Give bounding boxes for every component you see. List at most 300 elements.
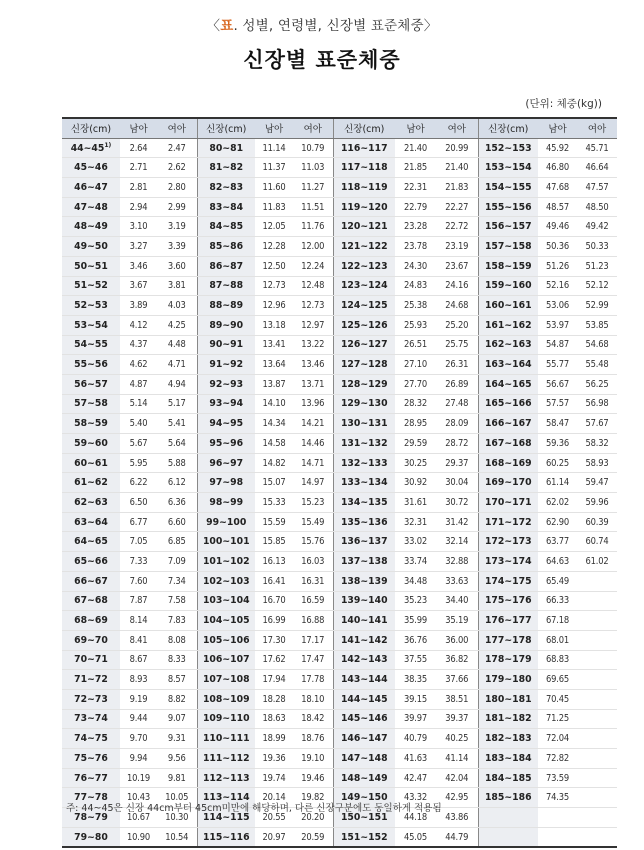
boys-weight-cell: 23.28 [395,217,436,237]
height-range-cell: 104~105 [197,611,255,631]
girls-weight-cell: 56.98 [577,394,617,414]
girls-weight-cell: 20.20 [293,808,333,828]
girls-weight-cell [577,650,617,670]
boys-weight-cell: 5.40 [120,414,157,434]
header-boys: 남아 [255,118,293,138]
height-range-cell: 83~84 [197,197,255,217]
height-range-cell: 154~155 [478,178,538,198]
girls-weight-cell: 25.20 [436,315,478,335]
height-range-cell: 137~138 [333,552,395,572]
height-range-cell: 59~60 [62,434,120,454]
girls-weight-cell [577,768,617,788]
boys-weight-cell: 32.31 [395,512,436,532]
boys-weight-cell: 4.12 [120,315,157,335]
table-row [62,749,617,769]
girls-weight-cell: 2.62 [157,158,197,178]
girls-weight-cell [577,788,617,808]
boys-weight-cell: 25.93 [395,315,436,335]
table-row [62,276,617,296]
girls-weight-cell: 39.37 [436,709,478,729]
girls-weight-cell: 5.17 [157,394,197,414]
girls-weight-cell: 12.73 [293,296,333,316]
girls-weight-cell: 13.71 [293,374,333,394]
boys-weight-cell: 18.99 [255,729,293,749]
height-range-cell: 105~106 [197,630,255,650]
height-range-cell: 87~88 [197,276,255,296]
boys-weight-cell: 19.74 [255,768,293,788]
boys-weight-cell: 22.79 [395,197,436,217]
girls-weight-cell: 35.19 [436,611,478,631]
boys-weight-cell: 61.14 [538,473,577,493]
table-row [62,532,617,552]
table-row [62,571,617,591]
boys-weight-cell: 2.71 [120,158,157,178]
girls-weight-cell: 45.71 [577,138,617,158]
table-row [62,689,617,709]
girls-weight-cell: 4.48 [157,335,197,355]
height-range-cell: 79~80 [62,827,120,847]
boys-weight-cell: 12.28 [255,237,293,257]
boys-weight-cell: 5.14 [120,394,157,414]
boys-weight-cell: 35.99 [395,611,436,631]
boys-weight-cell: 15.85 [255,532,293,552]
boys-weight-cell: 3.27 [120,237,157,257]
height-range-cell: 65~66 [62,552,120,572]
boys-weight-cell: 11.60 [255,178,293,198]
page-title: 신장별 표준체중 [243,48,401,72]
height-range-cell: 51~52 [62,276,120,296]
girls-weight-cell: 32.14 [436,532,478,552]
girls-weight-cell: 14.97 [293,473,333,493]
girls-weight-cell: 4.03 [157,296,197,316]
height-range-cell: 64~65 [62,532,120,552]
girls-weight-cell: 11.76 [293,217,333,237]
header-girls: 여아 [436,118,478,138]
height-range-cell: 149~150 [333,788,395,808]
boys-weight-cell: 18.28 [255,689,293,709]
height-range-cell [478,808,538,828]
girls-weight-cell: 3.19 [157,217,197,237]
height-range-cell: 47~48 [62,197,120,217]
boys-weight-cell: 72.82 [538,749,577,769]
girls-weight-cell: 46.64 [577,158,617,178]
height-range-cell: 88~89 [197,296,255,316]
girls-weight-cell: 15.49 [293,512,333,532]
footnote: 주: 44~45은 신장 44cm부터 45cm미만에 해당하며, 다른 신장구분에도 동일하게 적용됨 [66,803,442,814]
height-range-cell: 119~120 [333,197,395,217]
boys-weight-cell: 43.32 [395,788,436,808]
boys-weight-cell: 55.77 [538,355,577,375]
height-range-cell: 58~59 [62,414,120,434]
boys-weight-cell: 29.59 [395,434,436,454]
girls-weight-cell: 21.83 [436,178,478,198]
boys-weight-cell: 35.23 [395,591,436,611]
table-row [62,512,617,532]
height-range-cell: 177~178 [478,630,538,650]
boys-weight-cell: 12.73 [255,276,293,296]
header-height: 신장(cm) [197,118,255,138]
girls-weight-cell: 54.68 [577,335,617,355]
boys-weight-cell: 11.83 [255,197,293,217]
girls-weight-cell: 9.31 [157,729,197,749]
girls-weight-cell: 12.48 [293,276,333,296]
boys-weight-cell: 34.48 [395,571,436,591]
girls-weight-cell: 22.27 [436,197,478,217]
boys-weight-cell: 8.93 [120,670,157,690]
girls-weight-cell: 7.09 [157,552,197,572]
boys-weight-cell: 33.02 [395,532,436,552]
height-range-cell: 81~82 [197,158,255,178]
girls-weight-cell: 3.60 [157,256,197,276]
girls-weight-cell: 60.39 [577,512,617,532]
boys-weight-cell: 12.05 [255,217,293,237]
height-range-cell: 89~90 [197,315,255,335]
height-range-cell: 103~104 [197,591,255,611]
height-range-cell: 146~147 [333,729,395,749]
height-range-cell: 182~183 [478,729,538,749]
table-row [62,827,617,847]
boys-weight-cell: 30.92 [395,473,436,493]
boys-weight-cell: 6.50 [120,493,157,513]
height-range-cell: 135~136 [333,512,395,532]
boys-weight-cell: 12.50 [255,256,293,276]
boys-weight-cell: 70.45 [538,689,577,709]
girls-weight-cell [577,630,617,650]
height-range-cell: 183~184 [478,749,538,769]
height-range-cell: 178~179 [478,650,538,670]
girls-weight-cell: 10.54 [157,827,197,847]
height-range-cell: 130~131 [333,414,395,434]
boys-weight-cell: 17.30 [255,630,293,650]
height-range-cell: 180~181 [478,689,538,709]
girls-weight-cell: 17.47 [293,650,333,670]
boys-weight-cell: 4.87 [120,374,157,394]
boys-weight-cell: 39.15 [395,689,436,709]
boys-weight-cell: 20.55 [255,808,293,828]
height-range-cell: 54~55 [62,335,120,355]
girls-weight-cell: 41.14 [436,749,478,769]
girls-weight-cell: 18.42 [293,709,333,729]
boys-weight-cell: 6.77 [120,512,157,532]
girls-weight-cell: 58.32 [577,434,617,454]
boys-weight-cell: 36.76 [395,630,436,650]
girls-weight-cell: 52.12 [577,276,617,296]
boys-weight-cell: 69.65 [538,670,577,690]
boys-weight-cell: 62.90 [538,512,577,532]
height-range-cell: 86~87 [197,256,255,276]
girls-weight-cell: 5.88 [157,453,197,473]
boys-weight-cell: 8.14 [120,611,157,631]
girls-weight-cell: 9.81 [157,768,197,788]
girls-weight-cell: 29.37 [436,453,478,473]
girls-weight-cell: 8.33 [157,650,197,670]
boys-weight-cell: 10.19 [120,768,157,788]
height-range-cell: 56~57 [62,374,120,394]
girls-weight-cell: 9.56 [157,749,197,769]
boys-weight-cell: 26.51 [395,335,436,355]
girls-weight-cell: 13.96 [293,394,333,414]
boys-weight-cell: 7.33 [120,552,157,572]
table-row [62,335,617,355]
boys-weight-cell: 37.55 [395,650,436,670]
girls-weight-cell: 14.21 [293,414,333,434]
girls-weight-cell: 18.10 [293,689,333,709]
girls-weight-cell: 13.22 [293,335,333,355]
girls-weight-cell: 5.64 [157,434,197,454]
boys-weight-cell: 59.36 [538,434,577,454]
girls-weight-cell: 25.75 [436,335,478,355]
boys-weight-cell: 50.36 [538,237,577,257]
table-row [62,237,617,257]
boys-weight-cell: 5.67 [120,434,157,454]
girls-weight-cell: 58.93 [577,453,617,473]
height-range-cell: 98~99 [197,493,255,513]
boys-weight-cell: 74.35 [538,788,577,808]
boys-weight-cell: 22.31 [395,178,436,198]
height-range-cell: 185~186 [478,788,538,808]
height-range-cell: 94~95 [197,414,255,434]
boys-weight-cell: 23.78 [395,237,436,257]
boys-weight-cell: 17.94 [255,670,293,690]
height-range-cell: 176~177 [478,611,538,631]
height-range-cell: 131~132 [333,434,395,454]
height-range-cell: 174~175 [478,571,538,591]
boys-weight-cell: 11.14 [255,138,293,158]
boys-weight-cell: 68.83 [538,650,577,670]
boys-weight-cell: 6.22 [120,473,157,493]
header-height: 신장(cm) [62,118,120,138]
boys-weight-cell: 27.10 [395,355,436,375]
table-row [62,414,617,434]
boys-weight-cell: 4.37 [120,335,157,355]
girls-weight-cell: 14.46 [293,434,333,454]
girls-weight-cell: 11.51 [293,197,333,217]
boys-weight-cell: 21.85 [395,158,436,178]
height-range-cell: 181~182 [478,709,538,729]
height-range-cell: 101~102 [197,552,255,572]
boys-weight-cell: 54.87 [538,335,577,355]
height-range-cell: 48~49 [62,217,120,237]
boys-weight-cell: 15.33 [255,493,293,513]
girls-weight-cell: 43.86 [436,808,478,828]
boys-weight-cell: 71.25 [538,709,577,729]
girls-weight-cell: 12.00 [293,237,333,257]
height-range-cell: 112~113 [197,768,255,788]
boys-weight-cell: 16.41 [255,571,293,591]
height-range-cell: 109~110 [197,709,255,729]
height-range-cell: 120~121 [333,217,395,237]
height-range-cell: 134~135 [333,493,395,513]
girls-weight-cell [577,689,617,709]
girls-weight-cell: 57.67 [577,414,617,434]
girls-weight-cell [577,670,617,690]
boys-weight-cell: 7.87 [120,591,157,611]
boys-weight-cell: 51.26 [538,256,577,276]
girls-weight-cell: 56.25 [577,374,617,394]
girls-weight-cell [577,827,617,847]
girls-weight-cell: 37.66 [436,670,478,690]
girls-weight-cell: 10.30 [157,808,197,828]
boys-weight-cell: 27.70 [395,374,436,394]
table-row [62,650,617,670]
unit-label: (단위: 체중(kg)) [525,98,602,110]
height-range-cell: 156~157 [478,217,538,237]
table-row [62,394,617,414]
boys-weight-cell: 40.79 [395,729,436,749]
girls-weight-cell: 44.79 [436,827,478,847]
height-range-cell: 152~153 [478,138,538,158]
height-range-cell: 50~51 [62,256,120,276]
height-range-cell: 62~63 [62,493,120,513]
boys-weight-cell: 9.44 [120,709,157,729]
height-range-cell: 61~62 [62,473,120,493]
height-range-cell: 67~68 [62,591,120,611]
height-range-cell: 71~72 [62,670,120,690]
girls-weight-cell: 36.82 [436,650,478,670]
height-range-cell: 49~50 [62,237,120,257]
boys-weight-cell: 8.67 [120,650,157,670]
height-range-cell: 95~96 [197,434,255,454]
table-row [62,158,617,178]
height-range-cell: 121~122 [333,237,395,257]
height-range-cell: 184~185 [478,768,538,788]
girls-weight-cell: 17.78 [293,670,333,690]
table-row [62,138,617,158]
footnote-marker: 1) [104,141,112,149]
girls-weight-cell: 31.42 [436,512,478,532]
table-row [62,611,617,631]
table-row [62,473,617,493]
boys-weight-cell: 3.89 [120,296,157,316]
height-range-cell: 78~79 [62,808,120,828]
height-range-cell: 107~108 [197,670,255,690]
height-range-cell: 110~111 [197,729,255,749]
boys-weight-cell: 7.60 [120,571,157,591]
girls-weight-cell: 15.76 [293,532,333,552]
girls-weight-cell: 17.17 [293,630,333,650]
height-range-cell: 172~173 [478,532,538,552]
girls-weight-cell: 4.25 [157,315,197,335]
boys-weight-cell: 8.41 [120,630,157,650]
girls-weight-cell: 32.88 [436,552,478,572]
boys-weight-cell: 3.67 [120,276,157,296]
height-range-cell: 70~71 [62,650,120,670]
girls-weight-cell: 61.02 [577,552,617,572]
boys-weight-cell: 3.46 [120,256,157,276]
boys-weight-cell [538,808,577,828]
boys-weight-cell: 13.18 [255,315,293,335]
girls-weight-cell [577,591,617,611]
girls-weight-cell: 3.81 [157,276,197,296]
height-range-cell: 145~146 [333,709,395,729]
height-range-cell: 164~165 [478,374,538,394]
girls-weight-cell: 26.89 [436,374,478,394]
table-row [62,630,617,650]
header-boys: 남아 [395,118,436,138]
header-height: 신장(cm) [478,118,538,138]
height-range-cell: 125~126 [333,315,395,335]
boys-weight-cell: 24.30 [395,256,436,276]
boys-weight-cell: 72.04 [538,729,577,749]
height-range-cell: 122~123 [333,256,395,276]
height-range-cell: 52~53 [62,296,120,316]
boys-weight-cell: 48.57 [538,197,577,217]
girls-weight-cell: 4.94 [157,374,197,394]
boys-weight-cell: 28.32 [395,394,436,414]
header-boys: 남아 [538,118,577,138]
girls-weight-cell: 2.99 [157,197,197,217]
girls-weight-cell: 12.24 [293,256,333,276]
girls-weight-cell: 2.47 [157,138,197,158]
girls-weight-cell: 42.95 [436,788,478,808]
height-range-cell: 153~154 [478,158,538,178]
boys-weight-cell: 5.95 [120,453,157,473]
boys-weight-cell: 33.74 [395,552,436,572]
girls-weight-cell: 8.08 [157,630,197,650]
table-label: 표 [220,18,234,34]
height-range-cell: 144~145 [333,689,395,709]
table-row [62,768,617,788]
height-range-cell: 161~162 [478,315,538,335]
girls-weight-cell: 24.16 [436,276,478,296]
height-range-cell: 148~149 [333,768,395,788]
boys-weight-cell: 16.70 [255,591,293,611]
height-range-cell: 173~174 [478,552,538,572]
height-range-cell: 53~54 [62,315,120,335]
boys-weight-cell: 31.61 [395,493,436,513]
girls-weight-cell: 38.51 [436,689,478,709]
boys-weight-cell: 9.94 [120,749,157,769]
boys-weight-cell: 20.97 [255,827,293,847]
height-range-cell: 96~97 [197,453,255,473]
boys-weight-cell: 56.67 [538,374,577,394]
girls-weight-cell: 16.31 [293,571,333,591]
girls-weight-cell [577,571,617,591]
boys-weight-cell: 73.59 [538,768,577,788]
height-range-cell: 150~151 [333,808,395,828]
boys-weight-cell: 24.83 [395,276,436,296]
height-range-cell: 97~98 [197,473,255,493]
girls-weight-cell: 27.48 [436,394,478,414]
height-range-cell: 171~172 [478,512,538,532]
table-row [62,374,617,394]
table-row [62,670,617,690]
girls-weight-cell: 59.47 [577,473,617,493]
table-row [62,591,617,611]
boys-weight-cell: 58.47 [538,414,577,434]
girls-weight-cell: 5.41 [157,414,197,434]
girls-weight-cell: 8.82 [157,689,197,709]
table-row [62,178,617,198]
girls-weight-cell [577,611,617,631]
height-range-cell: 113~114 [197,788,255,808]
height-range-cell: 129~130 [333,394,395,414]
girls-weight-cell: 3.39 [157,237,197,257]
boys-weight-cell: 2.94 [120,197,157,217]
boys-weight-cell: 44.18 [395,808,436,828]
height-range-cell: 69~70 [62,630,120,650]
boys-weight-cell: 16.99 [255,611,293,631]
height-range-cell: 155~156 [478,197,538,217]
table-row [62,493,617,513]
girls-weight-cell: 49.42 [577,217,617,237]
header-row [62,118,617,138]
height-range-cell: 142~143 [333,650,395,670]
boys-weight-cell: 30.25 [395,453,436,473]
boys-weight-cell: 53.97 [538,315,577,335]
girls-weight-cell: 55.48 [577,355,617,375]
height-range-cell: 116~117 [333,138,395,158]
